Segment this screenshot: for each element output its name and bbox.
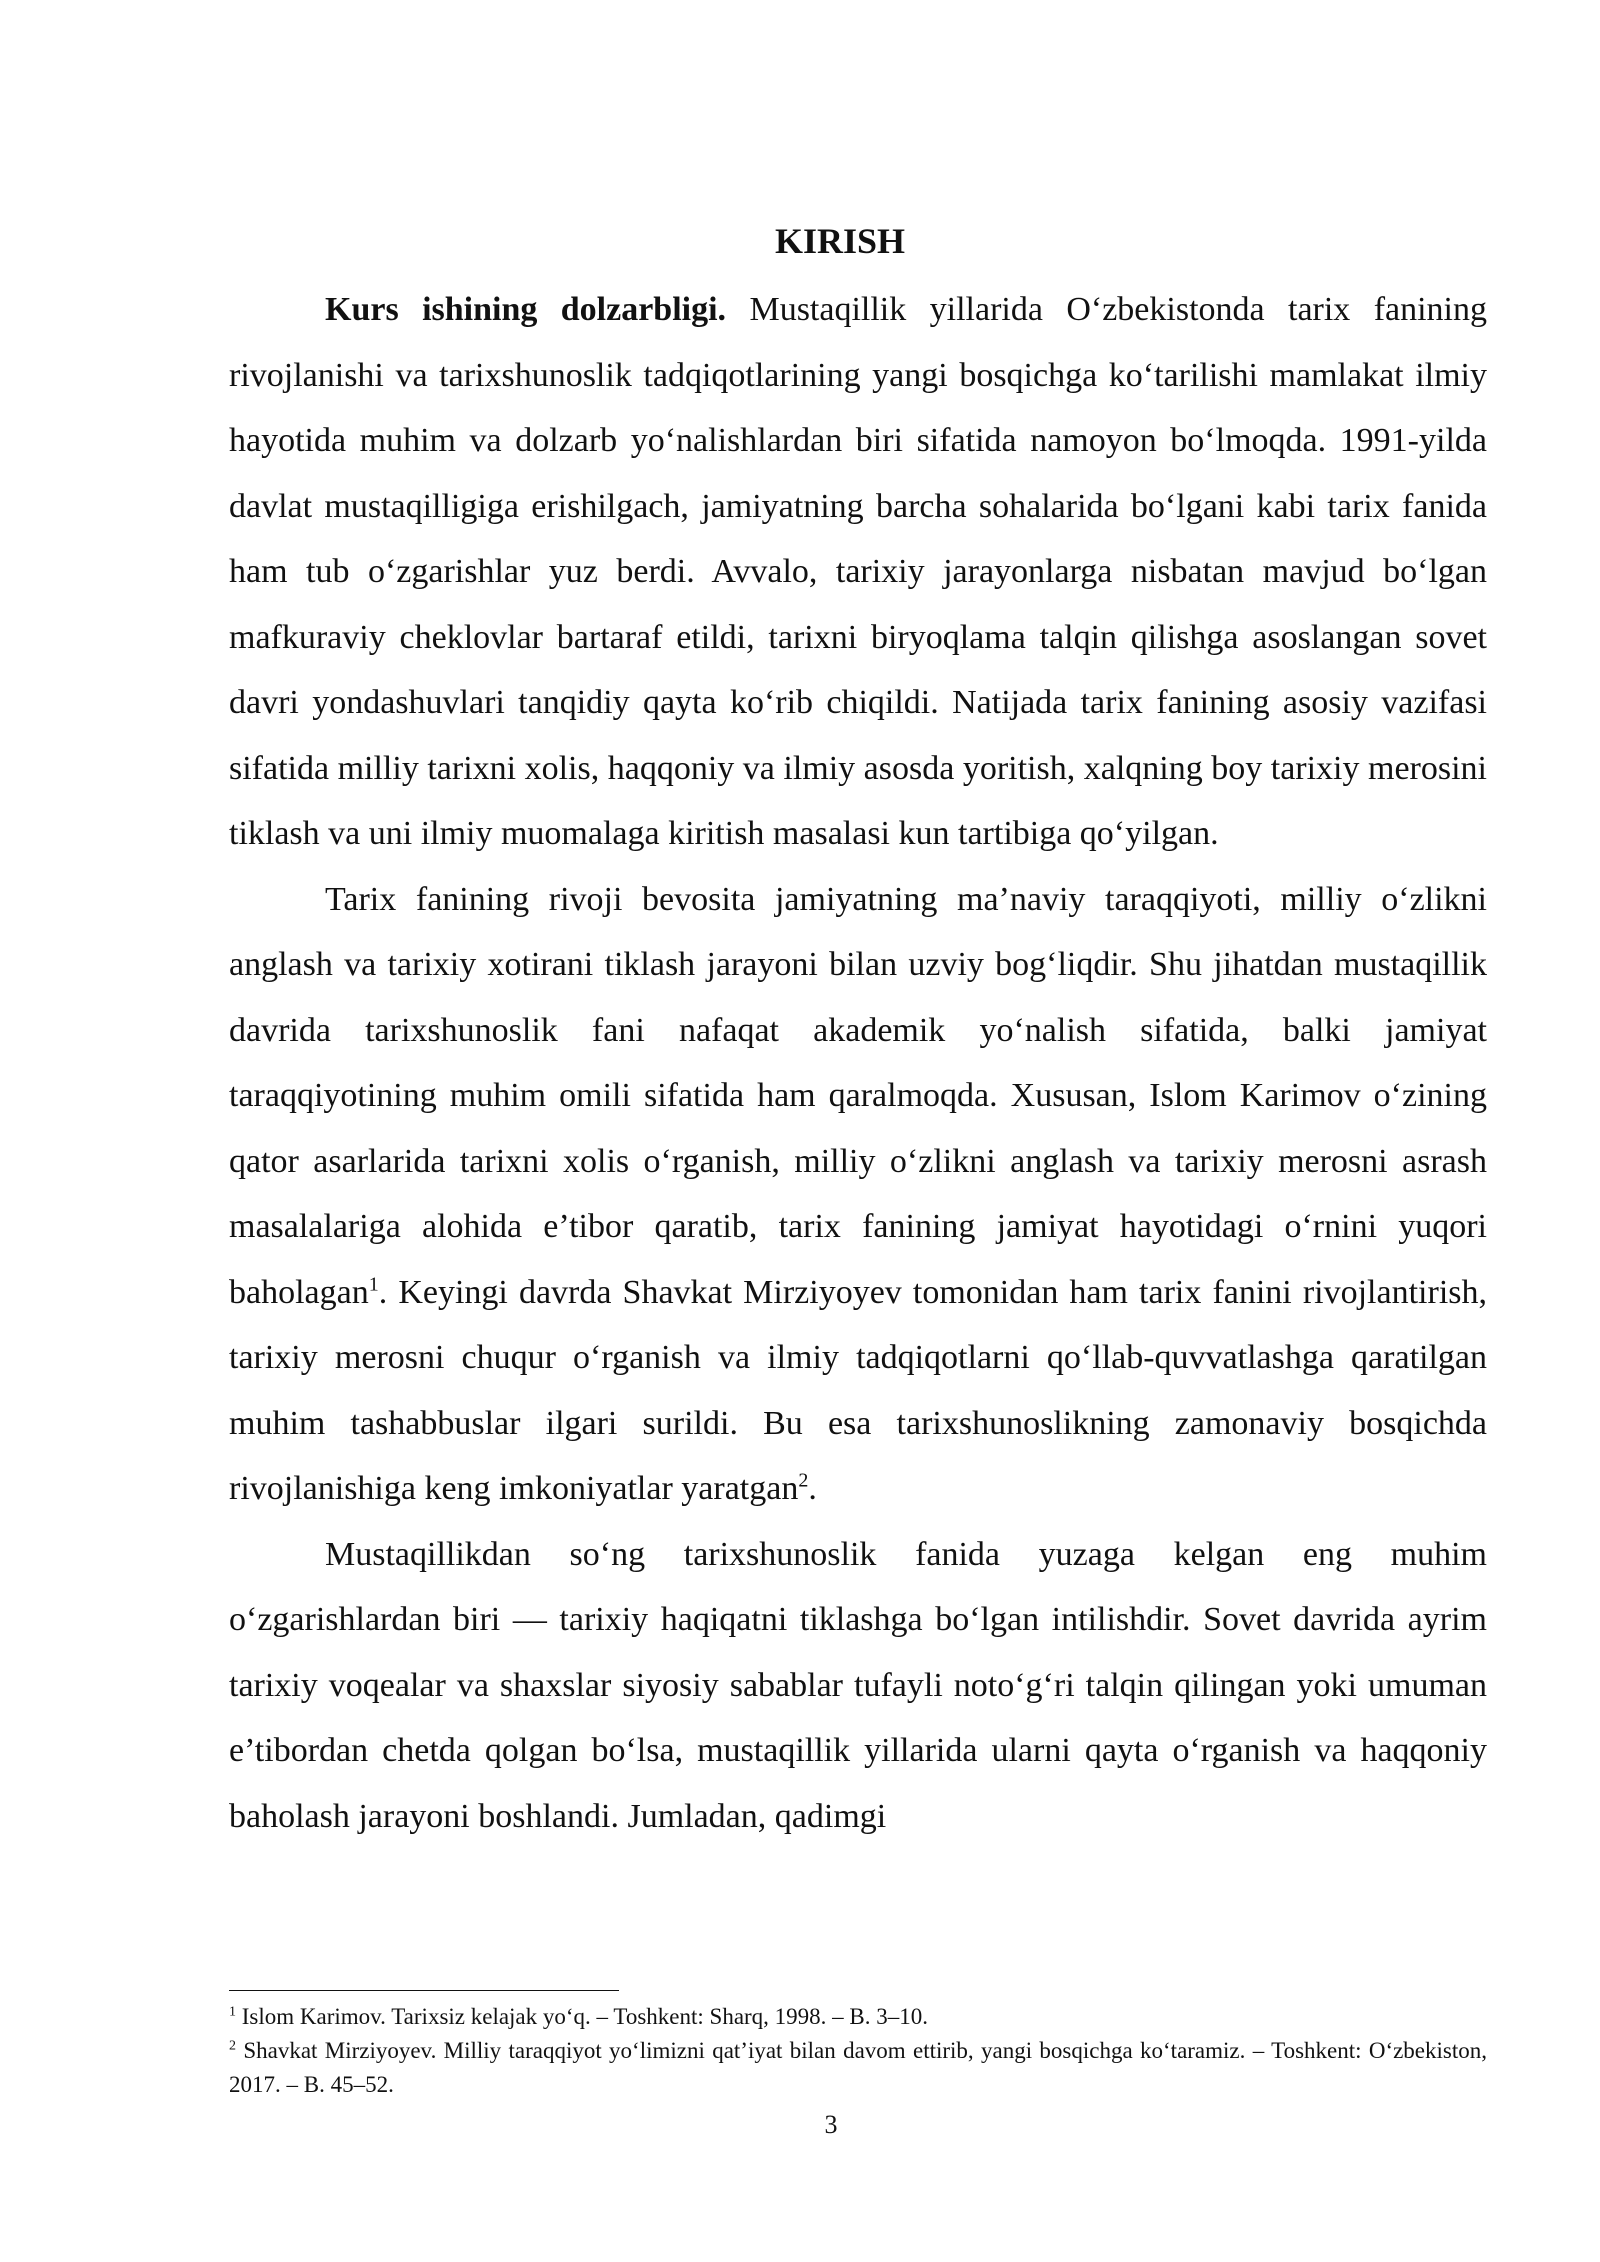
page-number: 3 xyxy=(824,2110,838,2139)
footnotes-section xyxy=(229,2000,1487,2102)
footnote-number: 2 xyxy=(229,2038,236,2054)
footnote-reference-2[interactable]: 2 xyxy=(798,1469,809,1492)
footnote-reference-1[interactable]: 1 xyxy=(368,1273,379,1296)
document-body xyxy=(229,277,1487,1849)
footnote-2 xyxy=(229,2034,1487,2102)
page-title: KIRISH xyxy=(774,221,906,261)
footnote-text: Shavkat Mirziyoyev. Milliy taraqqiyot yo‘limizni qat’iyat bilan davom ettirib, yangi bosqichga ko‘taramiz. – Toshkent: O‘zbekiston, 2017. – B. 45–52. xyxy=(229,2038,1487,2097)
footnote-1 xyxy=(229,2000,1487,2034)
footnote-number: 1 xyxy=(229,2004,236,2020)
paragraph-text: Tarix fanining rivoji bevosita jamiyatning ma’naviy taraqqiyoti, milliy o‘zlikni anglash va tarixiy xotirani tiklash jarayoni bilan uzviy bog‘liqdir. Shu jihatdan mustaqillik davrida tarixshunoslik fani nafaqat akademik yo‘nalish sifatida, balki jamiyat taraqqiyotining muhim omili sifatida ham qaralmoqda. Xususan, Islom Karimov o‘zining qator asarlarida tarixni xolis o‘rganish, milliy o‘zlikni anglash va tarixiy merosni asrash masalalariga alohida e’tibor qaratib, tarix fanining jamiyat hayotidagi o‘rnini yuqori baholagan xyxy=(229,880,1487,1311)
paragraph-history-development xyxy=(229,867,1487,1522)
footnote-separator xyxy=(229,1990,619,1991)
paragraph-text: Mustaqillikdan so‘ng tarixshunoslik fanida yuzaga kelgan eng muhim o‘zgarishlardan biri — tarixiy haqiqatni tiklashga bo‘lgan intilishdir. Sovet davrida ayrim tarixiy voqealar va shaxslar siyosiy sabablar tufayli noto‘g‘ri talqin qilingan yoki umuman e’tibordan chetda qolgan bo‘lsa, mustaqillik yillarida ularni qayta o‘rganish va haqqoniy baholash jarayoni boshlandi. Jumladan, qadimgi xyxy=(229,1535,1487,1835)
paragraph-relevance xyxy=(229,277,1487,867)
paragraph-text: Mustaqillik yillarida O‘zbekistonda tarix fanining rivojlanishi va tarixshunoslik tadqiqotlarining yangi bosqichga ko‘tarilishi mamlakat ilmiy hayotida muhim va dolzarb yo‘nalishlardan biri sifatida namoyon bo‘lmoqda. 1991-yilda davlat mustaqilligiga erishilgach, jamiyatning barcha sohalarida bo‘lgani kabi tarix fanida ham tub o‘zgarishlar yuz berdi. Avvalo, tarixiy jarayonlarga nisbatan mavjud bo‘lgan mafkuraviy cheklovlar bartaraf etildi, tarixni biryoqlama talqin qilishga asoslangan sovet davri yondashuvlari tanqidiy qayta ko‘rib chiqildi. Natijada tarix fanining asosiy vazifasi sifatida milliy tarixni xolis, haqqoniy va ilmiy asosda yoritish, xalqning boy tarixiy merosini tiklash va uni ilmiy muomalaga kiritish masalasi kun tartibiga qo‘yilgan. xyxy=(229,291,1488,852)
paragraph-post-independence xyxy=(229,1522,1487,1850)
paragraph-text: . Keyingi davrda Shavkat Mirziyoyev tomonidan ham tarix fanini rivojlantirish, tarixiy merosni chuqur o‘rganish va ilmiy tadqiqotlarni qo‘llab-quvvatlashga qaratilgan muhim tashabbuslar ilgari surildi. Bu esa tarixshunoslikning zamonaviy bosqichda rivojlanishiga keng imkoniyatlar yaratgan xyxy=(229,1273,1487,1507)
section-lead: Kurs ishining dolzarbligi. xyxy=(325,291,727,328)
footnote-text: Islom Karimov. Tarixsiz kelajak yo‘q. – Toshkent: Sharq, 1998. – B. 3–10. xyxy=(236,2004,929,2029)
paragraph-text: . xyxy=(808,1470,817,1507)
